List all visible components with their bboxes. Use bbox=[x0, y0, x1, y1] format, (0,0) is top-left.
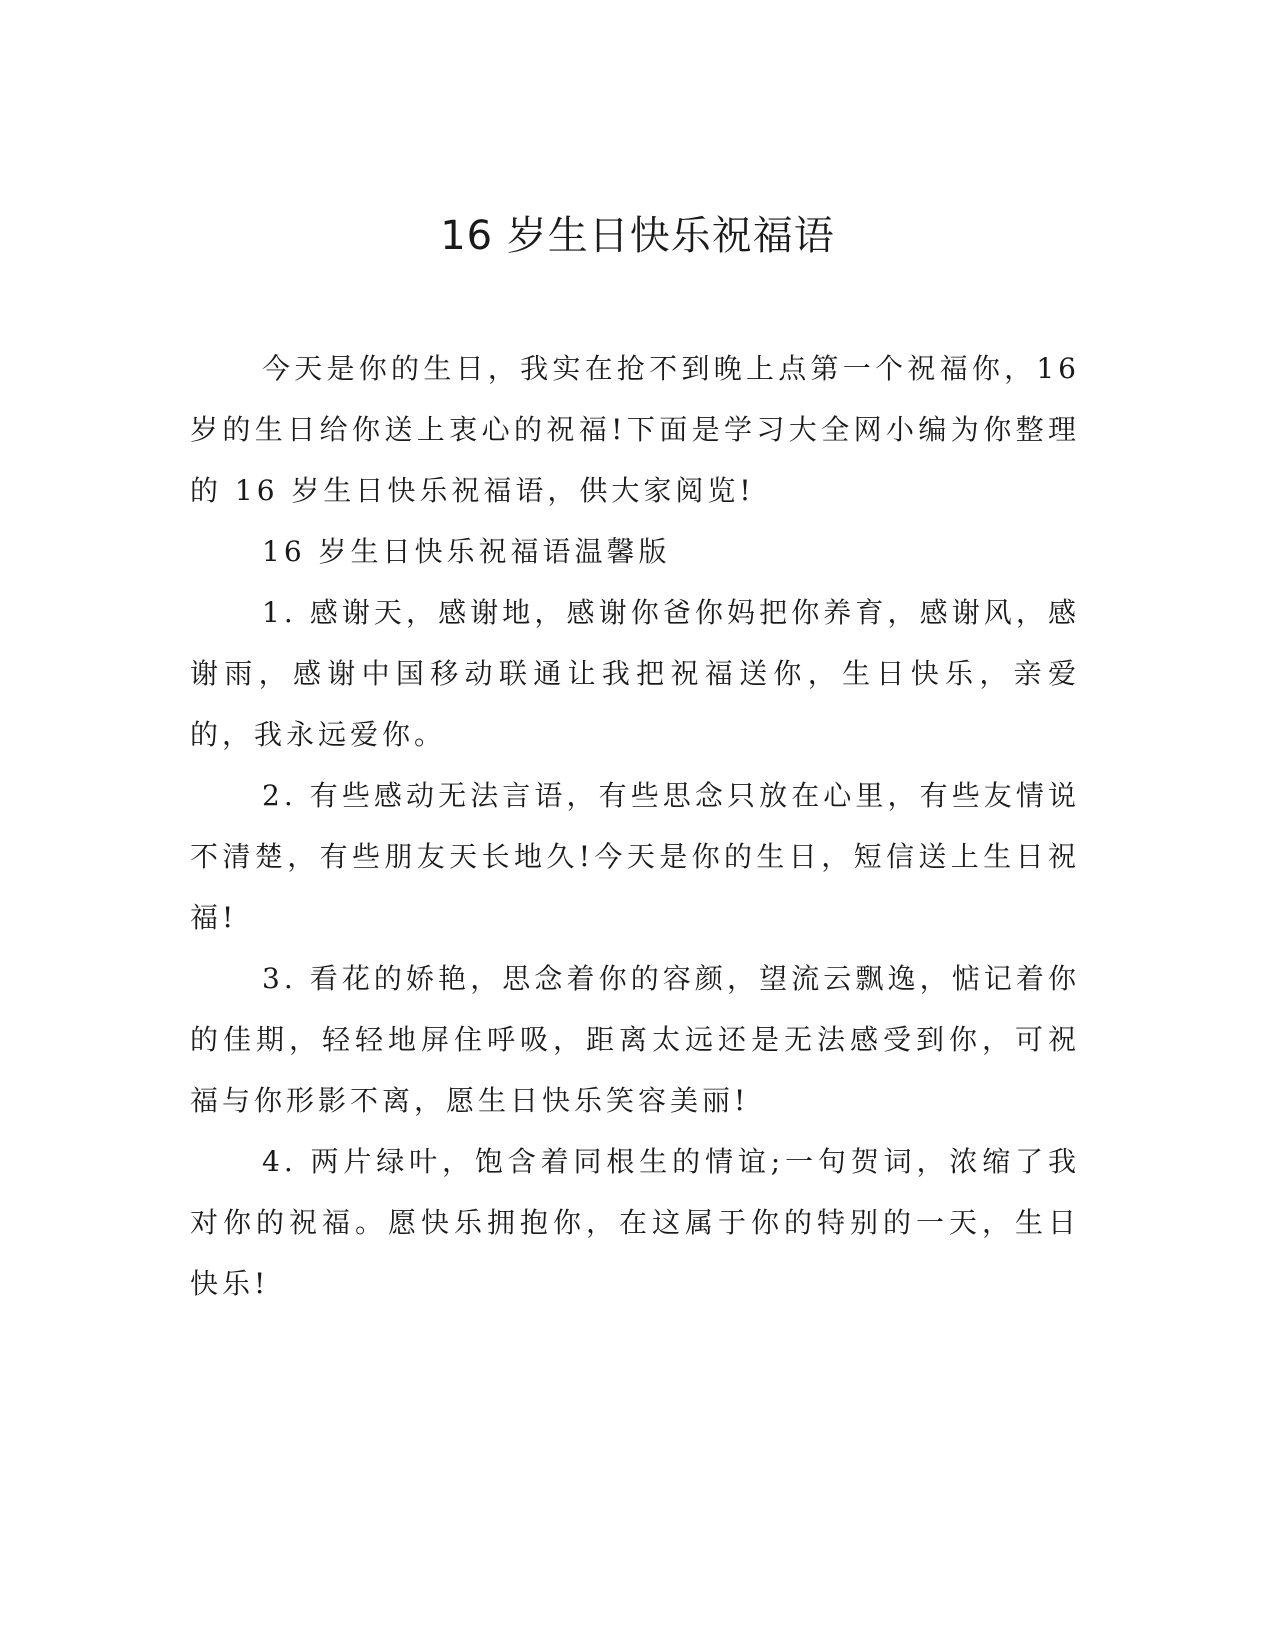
document-body bbox=[190, 338, 1080, 1314]
wish-item-3: 3. 看花的娇艳，思念着你的容颜，望流云飘逸，惦记着你的佳期，轻轻地屏住呼吸，距离太远还是无法感受到你，可祝福与你形影不离，愿生日快乐笑容美丽! bbox=[190, 962, 1080, 1117]
intro-paragraph: 今天是你的生日，我实在抢不到晚上点第一个祝福你，16 岁的生日给你送上衷心的祝福!下面是学习大全网小编为你整理的 16 岁生日快乐祝福语，供大家阅览! bbox=[190, 352, 1080, 507]
wish-item-4: 4. 两片绿叶，饱含着同根生的情谊;一句贺词，浓缩了我对你的祝福。愿快乐拥抱你，在这属于你的特别的一天，生日快乐! bbox=[190, 1145, 1080, 1300]
document-title: 16 岁生日快乐祝福语 bbox=[440, 213, 835, 259]
wish-item-2: 2. 有些感动无法言语，有些思念只放在心里，有些友情说不清楚，有些朋友天长地久!今天是你的生日，短信送上生日祝福! bbox=[190, 779, 1080, 934]
wish-item-1: 1. 感谢天，感谢地，感谢你爸你妈把你养育，感谢风，感谢雨，感谢中国移动联通让我把祝福送你，生日快乐，亲爱的，我永远爱你。 bbox=[190, 596, 1080, 751]
section-heading: 16 岁生日快乐祝福语温馨版 bbox=[262, 535, 671, 568]
